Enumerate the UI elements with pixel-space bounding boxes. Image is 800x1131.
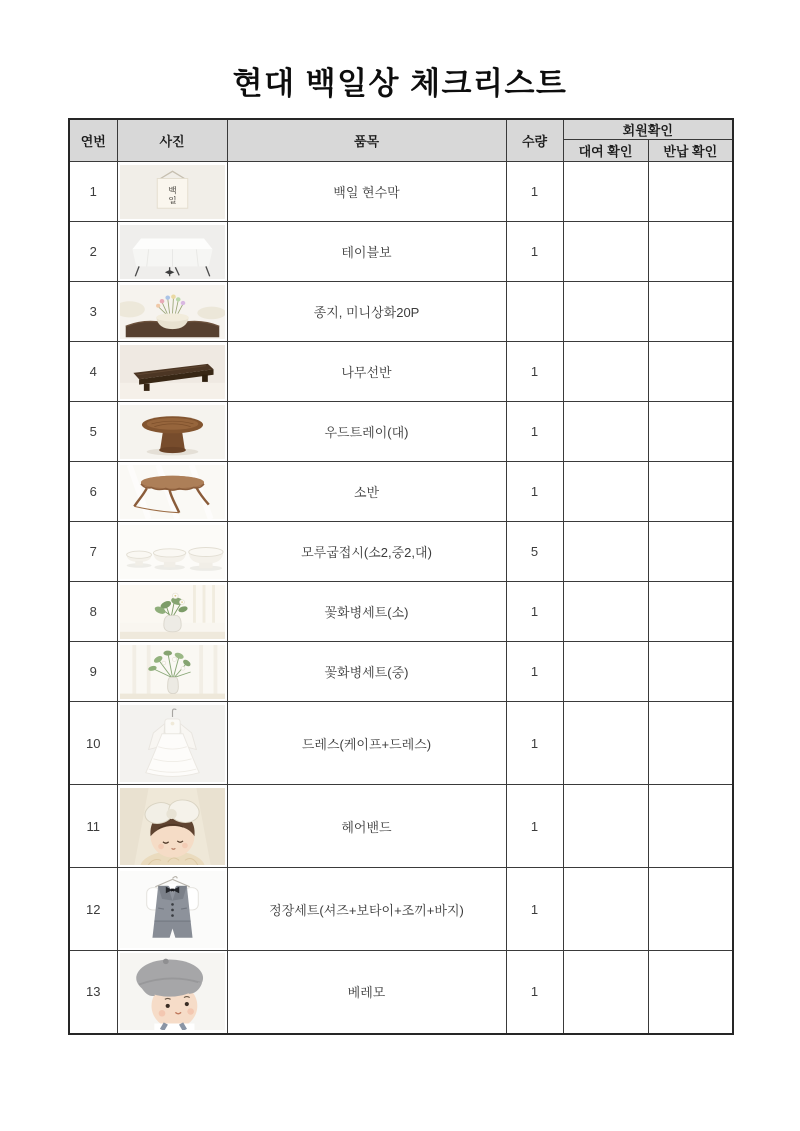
photo-cell [117, 785, 227, 868]
photo-cell [117, 642, 227, 702]
quantity [506, 282, 563, 342]
quantity: 1 [506, 342, 563, 402]
table-body [69, 162, 733, 1034]
item-name: 종지, 미니상화20P [227, 282, 506, 342]
rental-check-cell [563, 522, 648, 582]
table-row [69, 222, 733, 282]
svg-text:일: 일 [167, 194, 177, 205]
quantity: 1 [506, 951, 563, 1034]
tablecloth-photo [120, 225, 225, 279]
wood-shelf-photo [120, 345, 225, 399]
photo-cell [117, 282, 227, 342]
photo-cell [117, 402, 227, 462]
dishes-photo [120, 525, 225, 579]
return-check-cell [648, 522, 733, 582]
return-check-cell [648, 868, 733, 951]
photo-cell [117, 462, 227, 522]
rental-check-cell [563, 868, 648, 951]
row-number: 2 [69, 222, 117, 282]
table-row [69, 522, 733, 582]
quantity: 1 [506, 582, 563, 642]
rental-check-cell [563, 642, 648, 702]
quantity: 5 [506, 522, 563, 582]
header-item: 품목 [227, 119, 506, 162]
return-check-cell [648, 162, 733, 222]
item-name: 꽃화병세트(중) [227, 642, 506, 702]
item-name: 베레모 [227, 951, 506, 1034]
return-check-cell [648, 462, 733, 522]
rental-check-cell [563, 582, 648, 642]
rental-check-cell [563, 402, 648, 462]
hairband-photo [120, 788, 225, 865]
soban-photo [120, 465, 225, 519]
photo-cell [117, 522, 227, 582]
item-name: 백일 현수막 [227, 162, 506, 222]
photo-cell [117, 222, 227, 282]
row-number: 3 [69, 282, 117, 342]
table-header [69, 119, 733, 162]
header-no: 연번 [69, 119, 117, 162]
photo-cell [117, 951, 227, 1034]
item-name: 우드트레이(대) [227, 402, 506, 462]
header-member-check: 회원확인 [563, 119, 733, 140]
quantity: 1 [506, 642, 563, 702]
item-name: 모루굽접시(소2,중2,대) [227, 522, 506, 582]
row-number: 11 [69, 785, 117, 868]
table-row [69, 402, 733, 462]
checklist-table [68, 118, 734, 1035]
header-return-check: 반납 확인 [648, 140, 733, 162]
photo-cell [117, 702, 227, 785]
table-row [69, 702, 733, 785]
header-photo: 사진 [117, 119, 227, 162]
wood-tray-photo [120, 405, 225, 459]
row-number: 10 [69, 702, 117, 785]
banner-photo [120, 165, 225, 219]
page-title: 현대 백일상 체크리스트 [232, 66, 568, 101]
item-name: 나무선반 [227, 342, 506, 402]
quantity: 1 [506, 868, 563, 951]
row-number: 13 [69, 951, 117, 1034]
row-number: 9 [69, 642, 117, 702]
item-name: 정장세트(셔즈+보타이+조끼+바지) [227, 868, 506, 951]
return-check-cell [648, 702, 733, 785]
dress-photo [120, 705, 225, 782]
return-check-cell [648, 951, 733, 1034]
return-check-cell [648, 222, 733, 282]
row-number: 4 [69, 342, 117, 402]
rental-check-cell [563, 462, 648, 522]
table-row [69, 951, 733, 1034]
rental-check-cell [563, 162, 648, 222]
row-number: 5 [69, 402, 117, 462]
vase-small-photo [120, 585, 225, 639]
quantity: 1 [506, 222, 563, 282]
table-row [69, 282, 733, 342]
return-check-cell [648, 282, 733, 342]
return-check-cell [648, 582, 733, 642]
row-number: 1 [69, 162, 117, 222]
rental-check-cell [563, 282, 648, 342]
rental-check-cell [563, 222, 648, 282]
table-row [69, 462, 733, 522]
svg-text:백: 백 [167, 184, 177, 195]
return-check-cell [648, 342, 733, 402]
header-qty: 수량 [506, 119, 563, 162]
table-row [69, 868, 733, 951]
rental-check-cell [563, 951, 648, 1034]
photo-cell [117, 868, 227, 951]
item-name: 소반 [227, 462, 506, 522]
quantity: 1 [506, 462, 563, 522]
photo-cell [117, 162, 227, 222]
vase-medium-photo [120, 645, 225, 699]
item-name: 테이블보 [227, 222, 506, 282]
row-number: 12 [69, 868, 117, 951]
header-rental-check: 대여 확인 [563, 140, 648, 162]
return-check-cell [648, 642, 733, 702]
suit-photo [120, 871, 225, 948]
quantity: 1 [506, 785, 563, 868]
rental-check-cell [563, 342, 648, 402]
row-number: 6 [69, 462, 117, 522]
row-number: 8 [69, 582, 117, 642]
item-name: 헤어밴드 [227, 785, 506, 868]
rental-check-cell [563, 702, 648, 785]
return-check-cell [648, 785, 733, 868]
quantity: 1 [506, 702, 563, 785]
photo-cell [117, 342, 227, 402]
item-name: 꽃화병세트(소) [227, 582, 506, 642]
quantity: 1 [506, 402, 563, 462]
item-name: 드레스(케이프+드레스) [227, 702, 506, 785]
row-number: 7 [69, 522, 117, 582]
table-row [69, 642, 733, 702]
beret-photo [120, 953, 225, 1030]
table-row [69, 582, 733, 642]
rental-check-cell [563, 785, 648, 868]
return-check-cell [648, 402, 733, 462]
table-row [69, 785, 733, 868]
table-row [69, 162, 733, 222]
photo-cell [117, 582, 227, 642]
quantity: 1 [506, 162, 563, 222]
bowls-flowers-photo [120, 285, 225, 339]
table-row [69, 342, 733, 402]
